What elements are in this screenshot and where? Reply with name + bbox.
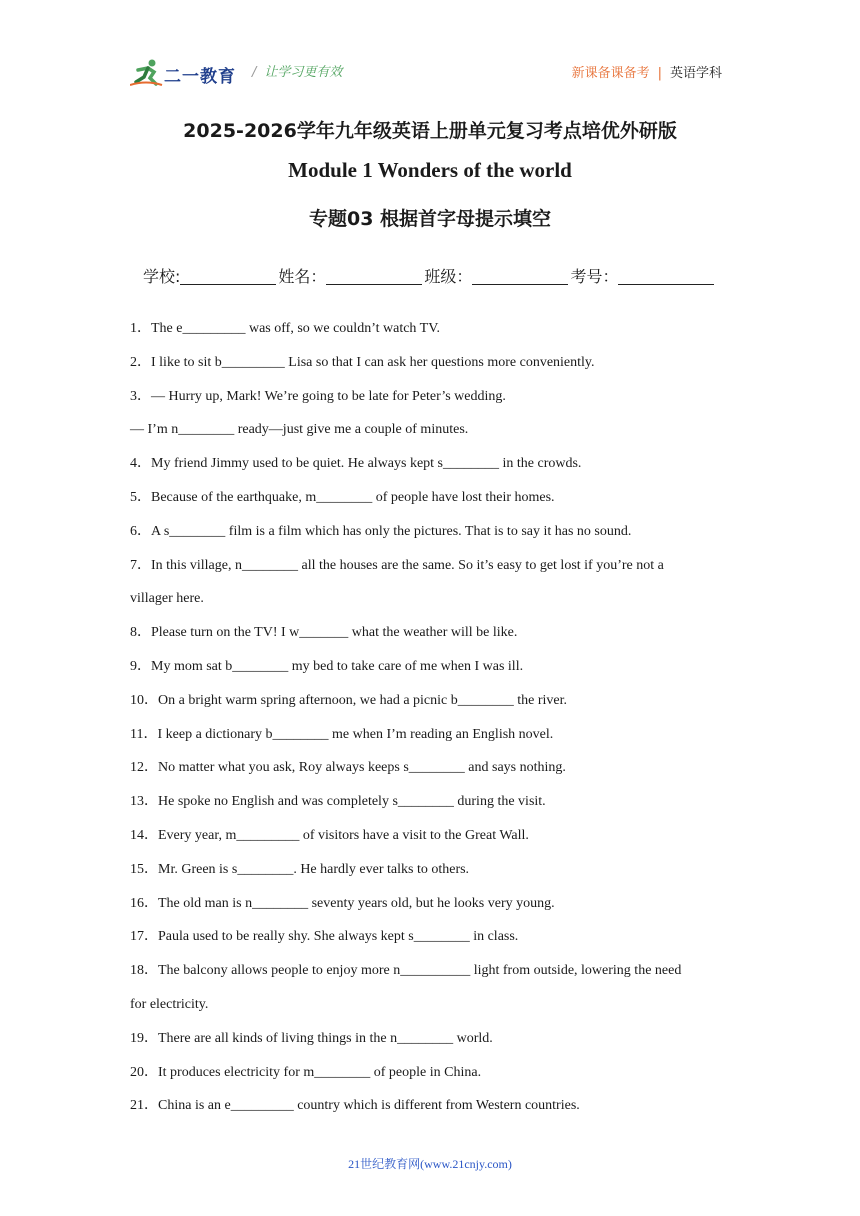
- logo-text: 二一教育: [164, 67, 236, 87]
- question-9: 9．My mom sat b________ my bed to take care of me when I was ill.: [130, 658, 524, 674]
- question-16: 16．The old man is n________ seventy years old, but he looks very young.: [130, 895, 555, 911]
- question-4: 4．My friend Jimmy used to be quiet. He always kept s________ in the crowds.: [130, 456, 582, 472]
- question-18-continued: for electricity.: [130, 996, 209, 1012]
- question-2: 2．I like to sit b_________ Lisa so that I can ask her questions more conveniently.: [130, 354, 595, 370]
- question-12: 12．No matter what you ask, Roy always keeps s________ and says nothing.: [130, 760, 566, 776]
- slogan: [252, 61, 342, 80]
- student-info-row: [143, 264, 716, 287]
- question-10: 10．On a bright warm spring afternoon, we had a picnic b________ the river.: [130, 692, 568, 708]
- question-18: 18．The balcony allows people to enjoy more n__________ light from outside, lowering the need: [130, 963, 682, 979]
- question-17: 17．Paula used to be really shy. She always kept s________ in class.: [130, 929, 519, 945]
- question-19: 19．There are all kinds of living things in the n________ world.: [130, 1030, 493, 1046]
- question-13: 13．He spoke no English and was completely s________ during the visit.: [130, 794, 546, 810]
- question-15: 15．Mr. Green is s________. He hardly ever talks to others.: [130, 861, 470, 877]
- header-separator: |: [657, 66, 662, 81]
- header-right: [572, 62, 722, 81]
- brand-text: 新课备课备考: [571, 66, 650, 81]
- number-label: 考号：: [570, 267, 619, 286]
- class-blank[interactable]: [472, 268, 568, 285]
- question-6: 6．A s________ film is a film which has only the pictures. That is to say it has no sound.: [130, 523, 632, 539]
- name-label: 姓名：: [278, 267, 327, 286]
- question-20: 20．It produces electricity for m________ of people in China.: [130, 1064, 482, 1080]
- question-14: 14．Every year, m_________ of visitors have a visit to the Great Wall.: [130, 827, 529, 843]
- slogan-text: 让学习更有效: [264, 65, 343, 80]
- question-list: [130, 312, 740, 1123]
- page-header: [130, 52, 730, 92]
- school-blank[interactable]: [180, 268, 276, 285]
- name-blank[interactable]: [326, 268, 422, 285]
- class-label: 班级：: [424, 267, 473, 286]
- title-module: Module 1 Wonders of the world: [288, 158, 572, 182]
- title-topic: 专题03 根据首字母提示填空: [308, 208, 552, 230]
- question-3-response: — I’m n________ ready—just give me a couple of minutes.: [130, 422, 469, 438]
- logo: [130, 58, 242, 88]
- runner-logo-icon: [130, 58, 164, 88]
- slogan-divider: /: [252, 65, 257, 80]
- question-7: 7．In this village, n________ all the houses are the same. So it’s easy to get lost if you’re not a: [130, 557, 664, 573]
- title-main: 2025-2026学年九年级英语上册单元复习考点培优外研版: [183, 120, 677, 142]
- subject-text: 英语学科: [669, 66, 722, 81]
- question-8: 8．Please turn on the TV! I w_______ what the weather will be like.: [130, 625, 518, 641]
- footer-link[interactable]: 21世纪教育网(www.21cnjy.com): [348, 1157, 512, 1171]
- question-3: 3．— Hurry up, Mark! We’re going to be late for Peter’s wedding.: [130, 388, 506, 404]
- question-21: 21．China is an e_________ country which is different from Western countries.: [130, 1098, 580, 1114]
- question-5: 5．Because of the earthquake, m________ of people have lost their homes.: [130, 489, 555, 505]
- number-blank[interactable]: [618, 268, 714, 285]
- question-1: 1．The e_________ was off, so we couldn’t watch TV.: [130, 321, 441, 336]
- question-11: 11．I keep a dictionary b________ me when I’m reading an English novel.: [130, 726, 554, 742]
- school-label: 学校:: [143, 267, 181, 286]
- question-7-continued: villager here.: [130, 591, 204, 607]
